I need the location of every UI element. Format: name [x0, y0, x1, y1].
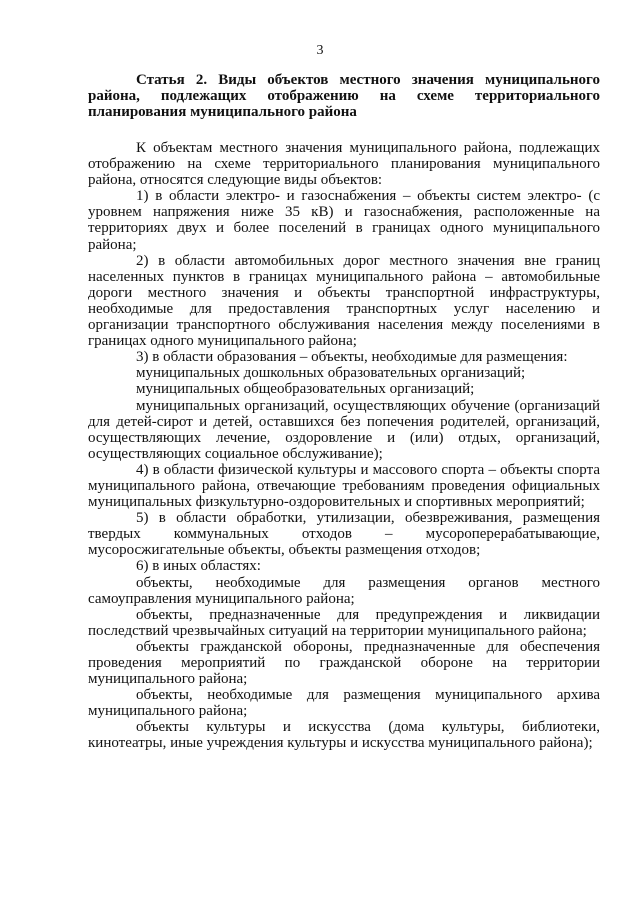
paragraph: объекты культуры и искусства (дома культуры, библиотеки, кинотеатры, иные учреждения культуры и искусства муниципального района);	[88, 719, 600, 752]
paragraph: К объектам местного значения муниципального района, подлежащих отображению на схеме территориального планирования муниципального района, относятся следующие виды объектов:	[88, 140, 600, 189]
paragraph: муниципальных общеобразовательных организаций;	[136, 381, 475, 398]
paragraph: 2) в области автомобильных дорог местного значения вне границ населенных пунктов в границах муниципального района – автомобильные дороги местного значения и объекты транспортной инфраструктуры, необходимые для предоставления транспортных услуг населению и организации транспортного обслуживания населения между поселениями в границах одного муниципального района;	[88, 252, 600, 350]
page-number: 3	[316, 43, 324, 58]
paragraph: 4) в области физической культуры и массового спорта – объекты спорта муниципального района, отвечающие требованиям проведения официальных муниципальных физкультурно-оздоровительных и спортивных мероприятий;	[88, 461, 600, 511]
paragraph: объекты, предназначенные для предупреждения и ликвидации последствий чрезвычайных ситуаций на территории муниципального района;	[88, 606, 600, 639]
article-body	[88, 140, 600, 752]
paragraph: муниципальных организаций, осуществляющих обучение (организаций для детей-сирот и детей, оставшихся без попечения родителей, организаций, осуществляющих лечение, оздоровление и (или) отдых, организаций, осуществляющих социальное обслуживание);	[88, 397, 600, 462]
paragraph: объекты, необходимые для размещения органов местного самоуправления муниципального района;	[88, 574, 600, 607]
paragraph: 1) в области электро- и газоснабжения – объекты систем электро- (с уровнем напряжения ниже 35 кВ) и газоснабжения, расположенные на территориях двух и более поселений в границах одного муниципального района;	[88, 188, 600, 253]
paragraph: муниципальных дошкольных образовательных организаций;	[136, 365, 526, 382]
paragraph: объекты, необходимые для размещения муниципального архива муниципального района;	[88, 687, 600, 720]
paragraph: 3) в области образования – объекты, необходимые для размещения:	[136, 349, 568, 366]
paragraph: 5) в области обработки, утилизации, обезвреживания, размещения твердых коммунальных отходов – мусороперерабатывающие, мусоросжигательные объекты, объекты размещения отходов;	[88, 510, 600, 559]
paragraph: 6) в иных областях:	[136, 558, 261, 575]
paragraph: объекты гражданской обороны, предназначенные для обеспечения проведения мероприятий по гражданской обороне на территории муниципального района;	[88, 638, 600, 688]
article-heading: Статья 2. Виды объектов местного значения муниципального района, подлежащих отображению на схеме территориального планирования муниципального района	[88, 72, 600, 120]
